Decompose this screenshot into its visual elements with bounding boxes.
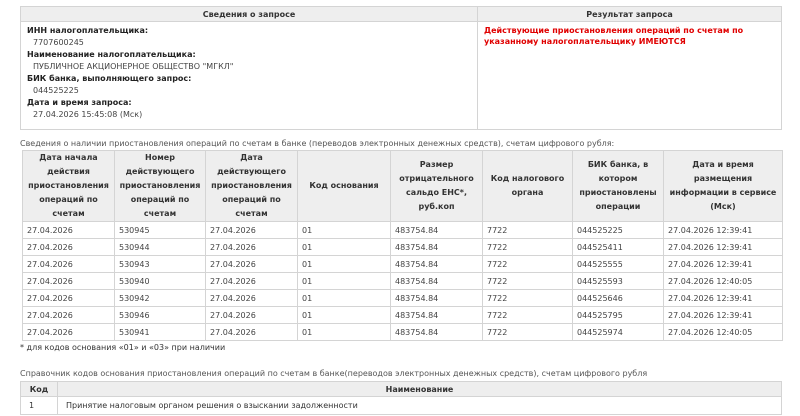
column-header: Номер действующего приостановления операций по счетам: [115, 151, 206, 222]
column-header: Код налогового органа: [483, 151, 573, 222]
table-cell: 01: [298, 290, 391, 307]
table-cell: 27.04.2026 12:39:41: [664, 307, 783, 324]
table-cell: 27.04.2026 12:40:05: [664, 324, 783, 341]
column-header: Размер отрицательного сальдо ЕНС*, руб.коп: [391, 151, 483, 222]
table-cell: 044525225: [573, 222, 664, 239]
taxpayer-name-label: Наименование налогоплательщика:: [27, 50, 196, 59]
suspensions-header-row: [23, 151, 783, 222]
table-cell: 483754.84: [391, 222, 483, 239]
name-cell: Принятие налоговым органом решения о взыскании задолженности: [58, 397, 782, 415]
table-cell: 27.04.2026: [206, 290, 298, 307]
suspensions-body: [23, 222, 783, 341]
bank-bik-value: 044525225: [33, 86, 79, 95]
inn-label: ИНН налогоплательщика:: [27, 26, 149, 35]
suspensions-table: [22, 150, 783, 341]
column-header: Дата и время размещения информации в сервисе (Мск): [664, 151, 783, 222]
request-result-text: Действующие приостановления операций по счетам по указанному налогоплательщику ИМЕЮТСЯ: [484, 26, 744, 46]
column-header: Дата начала действия приостановления операций по счетам: [23, 151, 115, 222]
table-cell: 044525555: [573, 256, 664, 273]
column-header: Код основания: [298, 151, 391, 222]
table-cell: 27.04.2026 12:39:41: [664, 256, 783, 273]
table-cell: 27.04.2026: [23, 324, 115, 341]
table-cell: 27.04.2026 12:39:41: [664, 239, 783, 256]
table-cell: 27.04.2026: [23, 290, 115, 307]
table-cell: 27.04.2026 12:39:41: [664, 222, 783, 239]
table-cell: 530941: [115, 324, 206, 341]
table-cell: 27.04.2026: [206, 239, 298, 256]
bank-bik-label: БИК банка, выполняющего запрос:: [27, 74, 192, 83]
table-row: [23, 324, 783, 341]
codes-header-row: [21, 382, 782, 397]
table-cell: 27.04.2026: [206, 307, 298, 324]
request-result-header: Результат запроса: [478, 7, 782, 22]
table-cell: 530943: [115, 256, 206, 273]
codes-caption: Справочник кодов основания приостановления операций по счетам в банке(переводов электронных денежных средств), счетам цифрового рубля: [20, 369, 648, 378]
table-cell: 27.04.2026: [23, 273, 115, 290]
table-cell: 01: [298, 239, 391, 256]
table-row: [23, 239, 783, 256]
table-cell: 483754.84: [391, 256, 483, 273]
table-cell: 27.04.2026: [206, 273, 298, 290]
table-cell: 01: [298, 307, 391, 324]
table-cell: 7722: [483, 290, 573, 307]
request-datetime-value: 27.04.2026 15:45:08 (Мск): [33, 110, 143, 119]
table-cell: 01: [298, 222, 391, 239]
table-cell: 27.04.2026: [206, 222, 298, 239]
name-column-header: Наименование: [58, 382, 782, 397]
table-cell: 044525974: [573, 324, 664, 341]
taxpayer-name-value: ПУБЛИЧНОЕ АКЦИОНЕРНОЕ ОБЩЕСТВО "МГКЛ": [33, 62, 234, 71]
request-info-cell: [21, 22, 478, 130]
table-cell: 044525646: [573, 290, 664, 307]
table-cell: 530942: [115, 290, 206, 307]
table-cell: 044525411: [573, 239, 664, 256]
table-cell: 7722: [483, 324, 573, 341]
table-cell: 27.04.2026: [23, 256, 115, 273]
table-row: [23, 256, 783, 273]
request-info-header: Сведения о запросе: [21, 7, 478, 22]
table-cell: 530945: [115, 222, 206, 239]
table-cell: 27.04.2026: [23, 222, 115, 239]
table-cell: 483754.84: [391, 307, 483, 324]
table-cell: 483754.84: [391, 324, 483, 341]
code-column-header: Код: [21, 382, 58, 397]
table-cell: 483754.84: [391, 290, 483, 307]
table-cell: 27.04.2026: [206, 324, 298, 341]
code-cell: 1: [21, 397, 58, 415]
table-cell: 27.04.2026 12:39:41: [664, 290, 783, 307]
table-cell: 044525795: [573, 307, 664, 324]
column-header: Дата действующего приостановления операций по счетам: [206, 151, 298, 222]
table-cell: 7722: [483, 307, 573, 324]
table-cell: 01: [298, 256, 391, 273]
table-cell: 01: [298, 273, 391, 290]
table-cell: 530944: [115, 239, 206, 256]
table-cell: 27.04.2026 12:40:05: [664, 273, 783, 290]
table-cell: 483754.84: [391, 273, 483, 290]
table-cell: 530946: [115, 307, 206, 324]
table-cell: 530940: [115, 273, 206, 290]
column-header: БИК банка, в котором приостановлены операции: [573, 151, 664, 222]
table-cell: 044525593: [573, 273, 664, 290]
table-cell: 483754.84: [391, 239, 483, 256]
table-row: [23, 222, 783, 239]
suspensions-caption: Сведения о наличии приостановления операций по счетам в банке (переводов электронных денежных средств), счетам цифрового рубля:: [20, 139, 615, 148]
table-row: [23, 290, 783, 307]
inn-value: 7707600245: [33, 38, 84, 47]
table-row: [23, 307, 783, 324]
table-cell: 01: [298, 324, 391, 341]
request-result-cell: [478, 22, 782, 130]
codes-body: [21, 397, 782, 415]
table-row: [23, 273, 783, 290]
table-cell: 27.04.2026: [206, 256, 298, 273]
table-row: [21, 397, 782, 415]
table-cell: 7722: [483, 239, 573, 256]
table-cell: 27.04.2026: [23, 239, 115, 256]
footnote: * для кодов основания «01» и «03» при наличии: [20, 343, 226, 352]
table-cell: 27.04.2026: [23, 307, 115, 324]
table-cell: 7722: [483, 273, 573, 290]
request-info-table: [20, 6, 782, 130]
codes-table: [20, 381, 782, 415]
table-cell: 7722: [483, 222, 573, 239]
request-datetime-label: Дата и время запроса:: [27, 98, 132, 107]
table-cell: 7722: [483, 256, 573, 273]
